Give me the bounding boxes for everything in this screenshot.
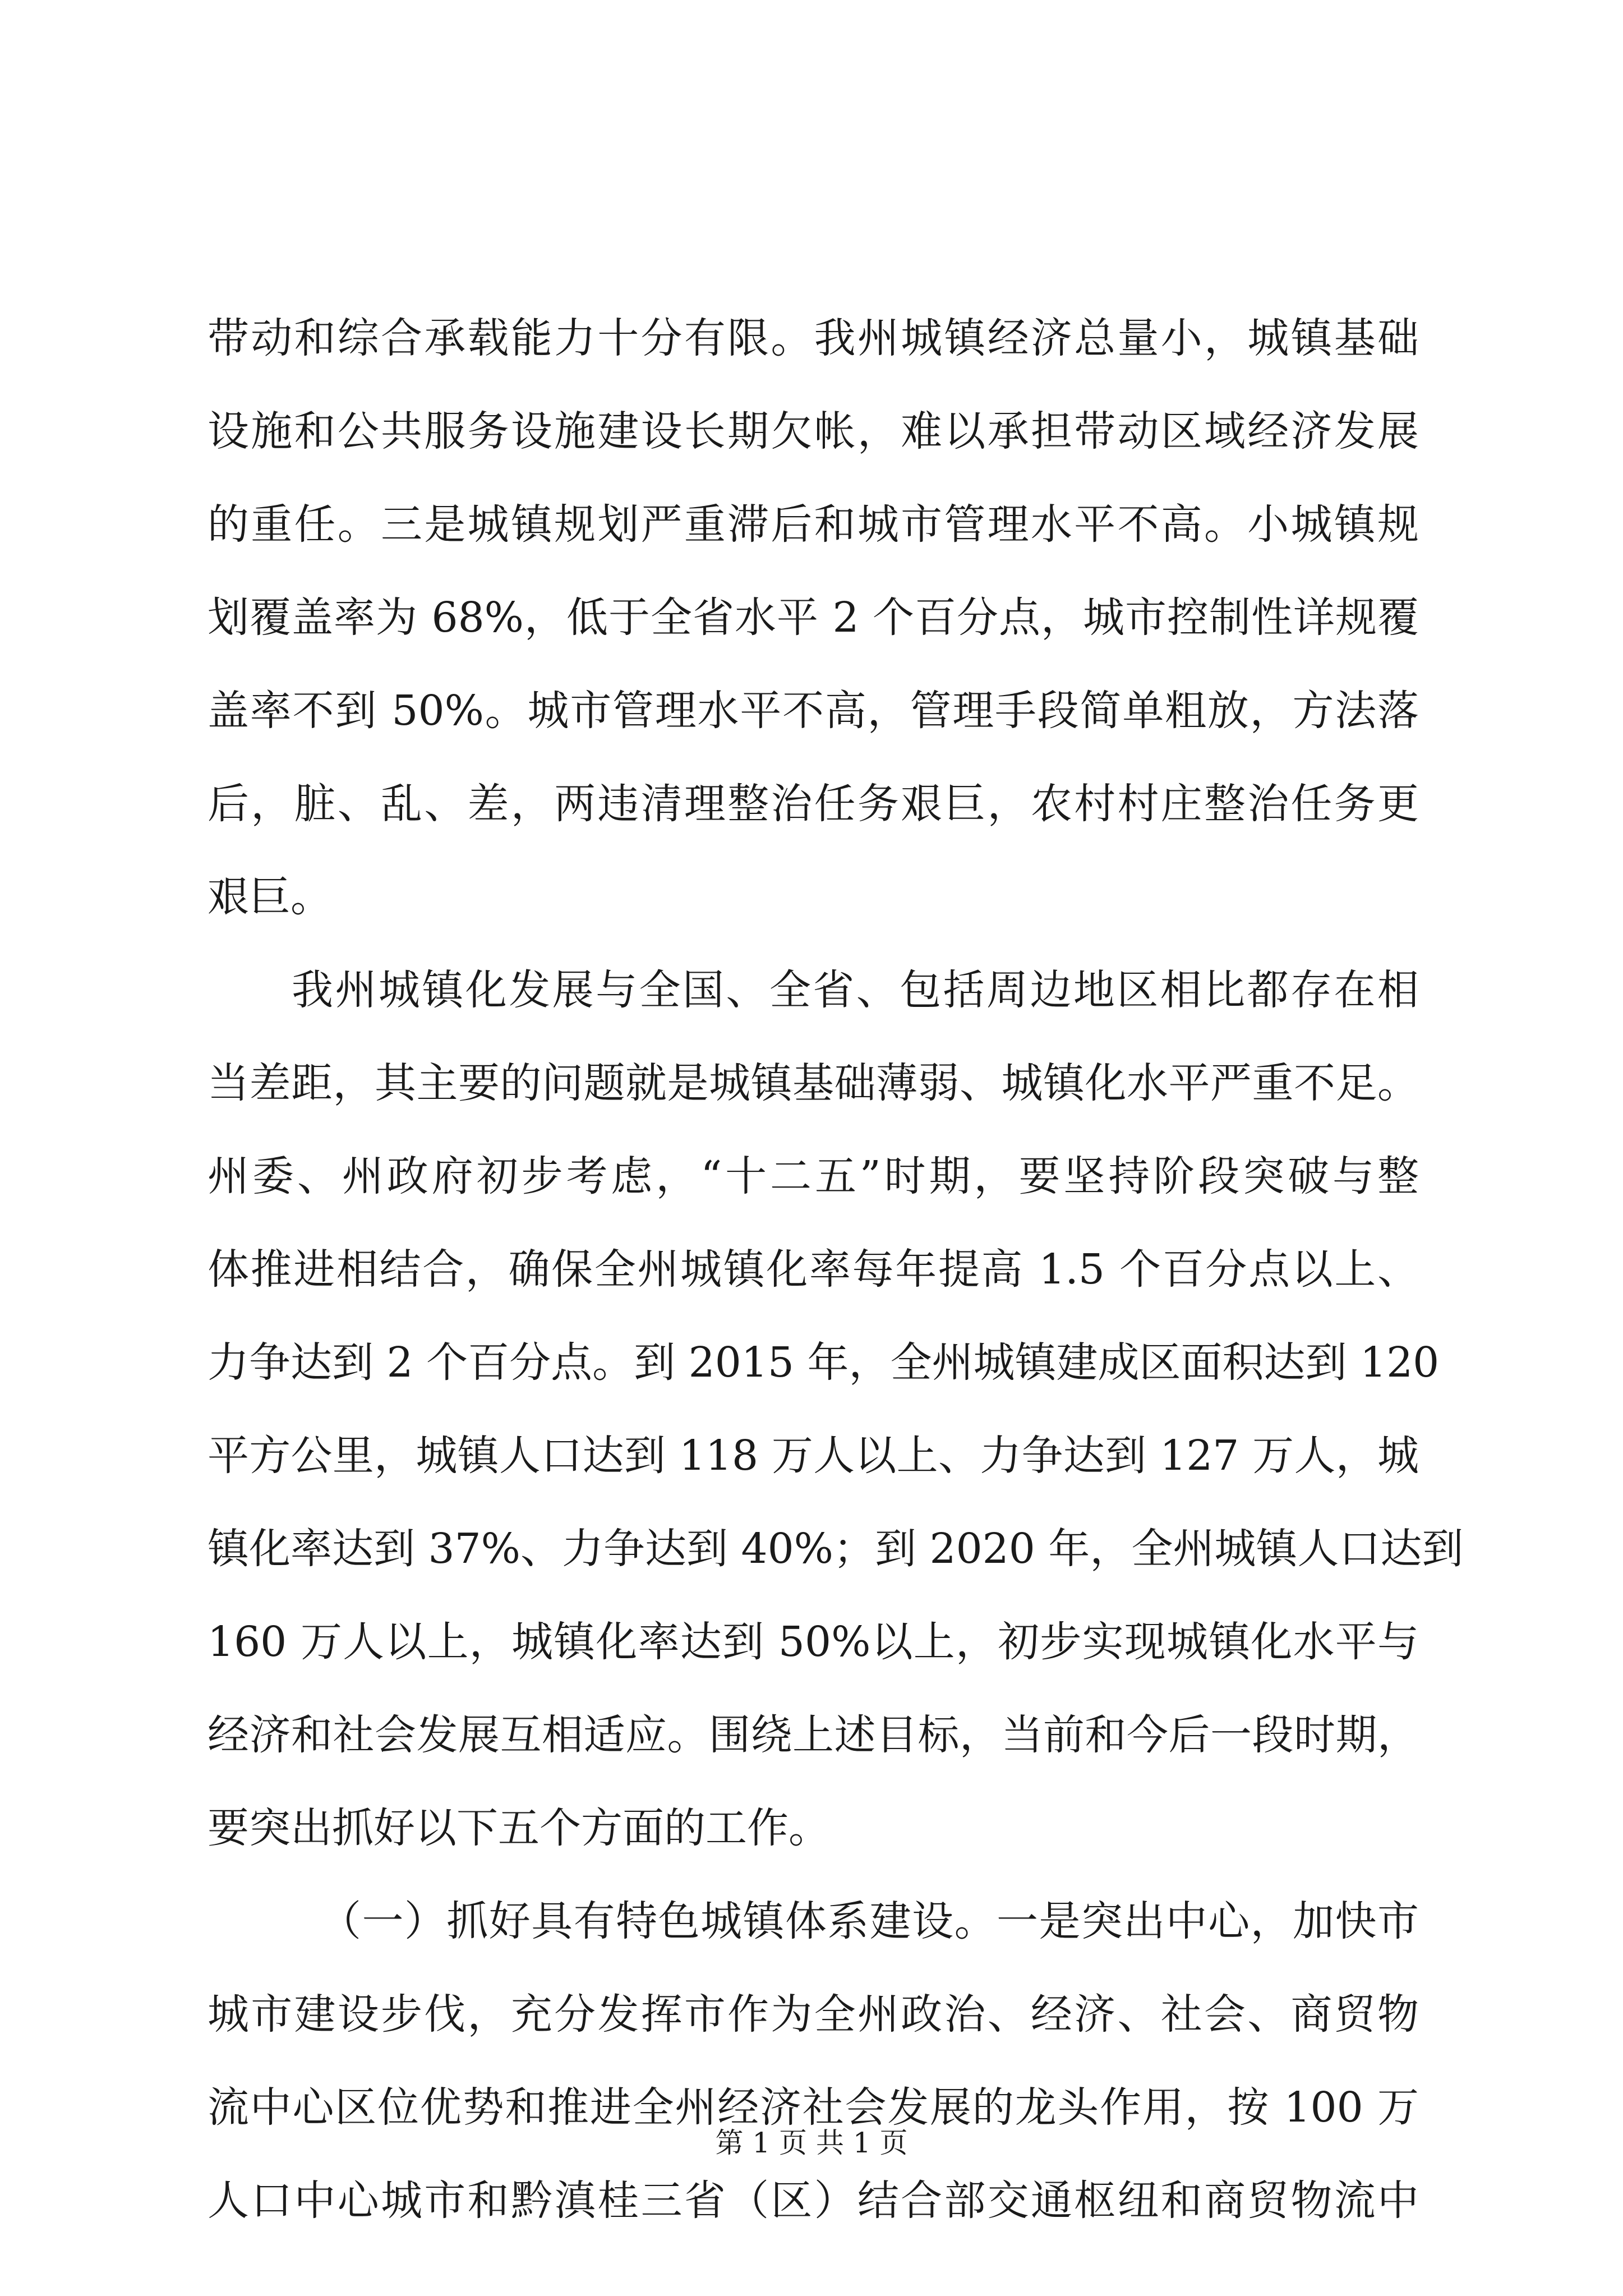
text-line: 我州城镇化发展与全国、全省、包括周边地区相比都存在相: [292, 966, 1419, 1014]
body-text: [208, 292, 1464, 2247]
text-line: 艰巨。: [208, 873, 332, 921]
paragraph: [208, 944, 1464, 1875]
paragraph: [208, 1875, 1419, 2247]
text-line: 城市建设步伐，充分发挥市作为全州政治、经济、社会、商贸物: [208, 1990, 1419, 2039]
paragraph: [208, 292, 1419, 944]
text-line: 经济和社会发展互相适应。围绕上述目标，当前和今后一段时期，: [208, 1711, 1419, 1759]
text-line: 流中心区位优势和推进全州经济社会发展的龙头作用，按 100 万: [208, 2083, 1419, 2132]
text-line: 力争达到 2 个百分点。到 2015 年，全州城镇建成区面积达到 120: [208, 1338, 1440, 1387]
text-line: 当差距，其主要的问题就是城镇基础薄弱、城镇化水平严重不足。: [208, 1059, 1419, 1107]
text-line: 的重任。三是城镇规划严重滞后和城市管理水平不高。小城镇规: [208, 500, 1419, 549]
text-line: 镇化率达到 37%、力争达到 40%；到 2020 年，全州城镇人口达到: [208, 1525, 1464, 1573]
text-line: 体推进相结合，确保全州城镇化率每年提高 1.5 个百分点以上、: [208, 1245, 1419, 1294]
text-line: 设施和公共服务设施建设长期欠帐，难以承担带动区域经济发展: [208, 407, 1419, 455]
text-line: 160 万人以上，城镇化率达到 50%以上，初步实现城镇化水平与: [208, 1618, 1419, 1666]
text-line: 要突出抓好以下五个方面的工作。: [208, 1804, 830, 1852]
text-line: （一）抓好具有特色城镇体系建设。一是突出中心，加快市: [320, 1897, 1419, 1945]
text-line: 带动和综合承载能力十分有限。我州城镇经济总量小，城镇基础: [208, 314, 1419, 362]
text-line: 划覆盖率为 68%，低于全省水平 2 个百分点，城市控制性详规覆: [208, 593, 1419, 642]
text-line: 人口中心城市和黔滇桂三省（区）结合部交通枢纽和商贸物流中: [208, 2177, 1419, 2225]
text-line: 后，脏、乱、差，两违清理整治任务艰巨，农村村庄整治任务更: [208, 780, 1419, 828]
text-line: 盖率不到 50%。城市管理水平不高，管理手段简单粗放，方法落: [208, 687, 1419, 735]
text-line: 平方公里，城镇人口达到 118 万人以上、力争达到 127 万人，城: [208, 1432, 1419, 1480]
text-line: 州委、州政府初步考虑，“十二五”时期，要坚持阶段突破与整: [208, 1152, 1419, 1200]
page-number-footer: 第 1 页 共 1 页: [715, 2127, 908, 2159]
